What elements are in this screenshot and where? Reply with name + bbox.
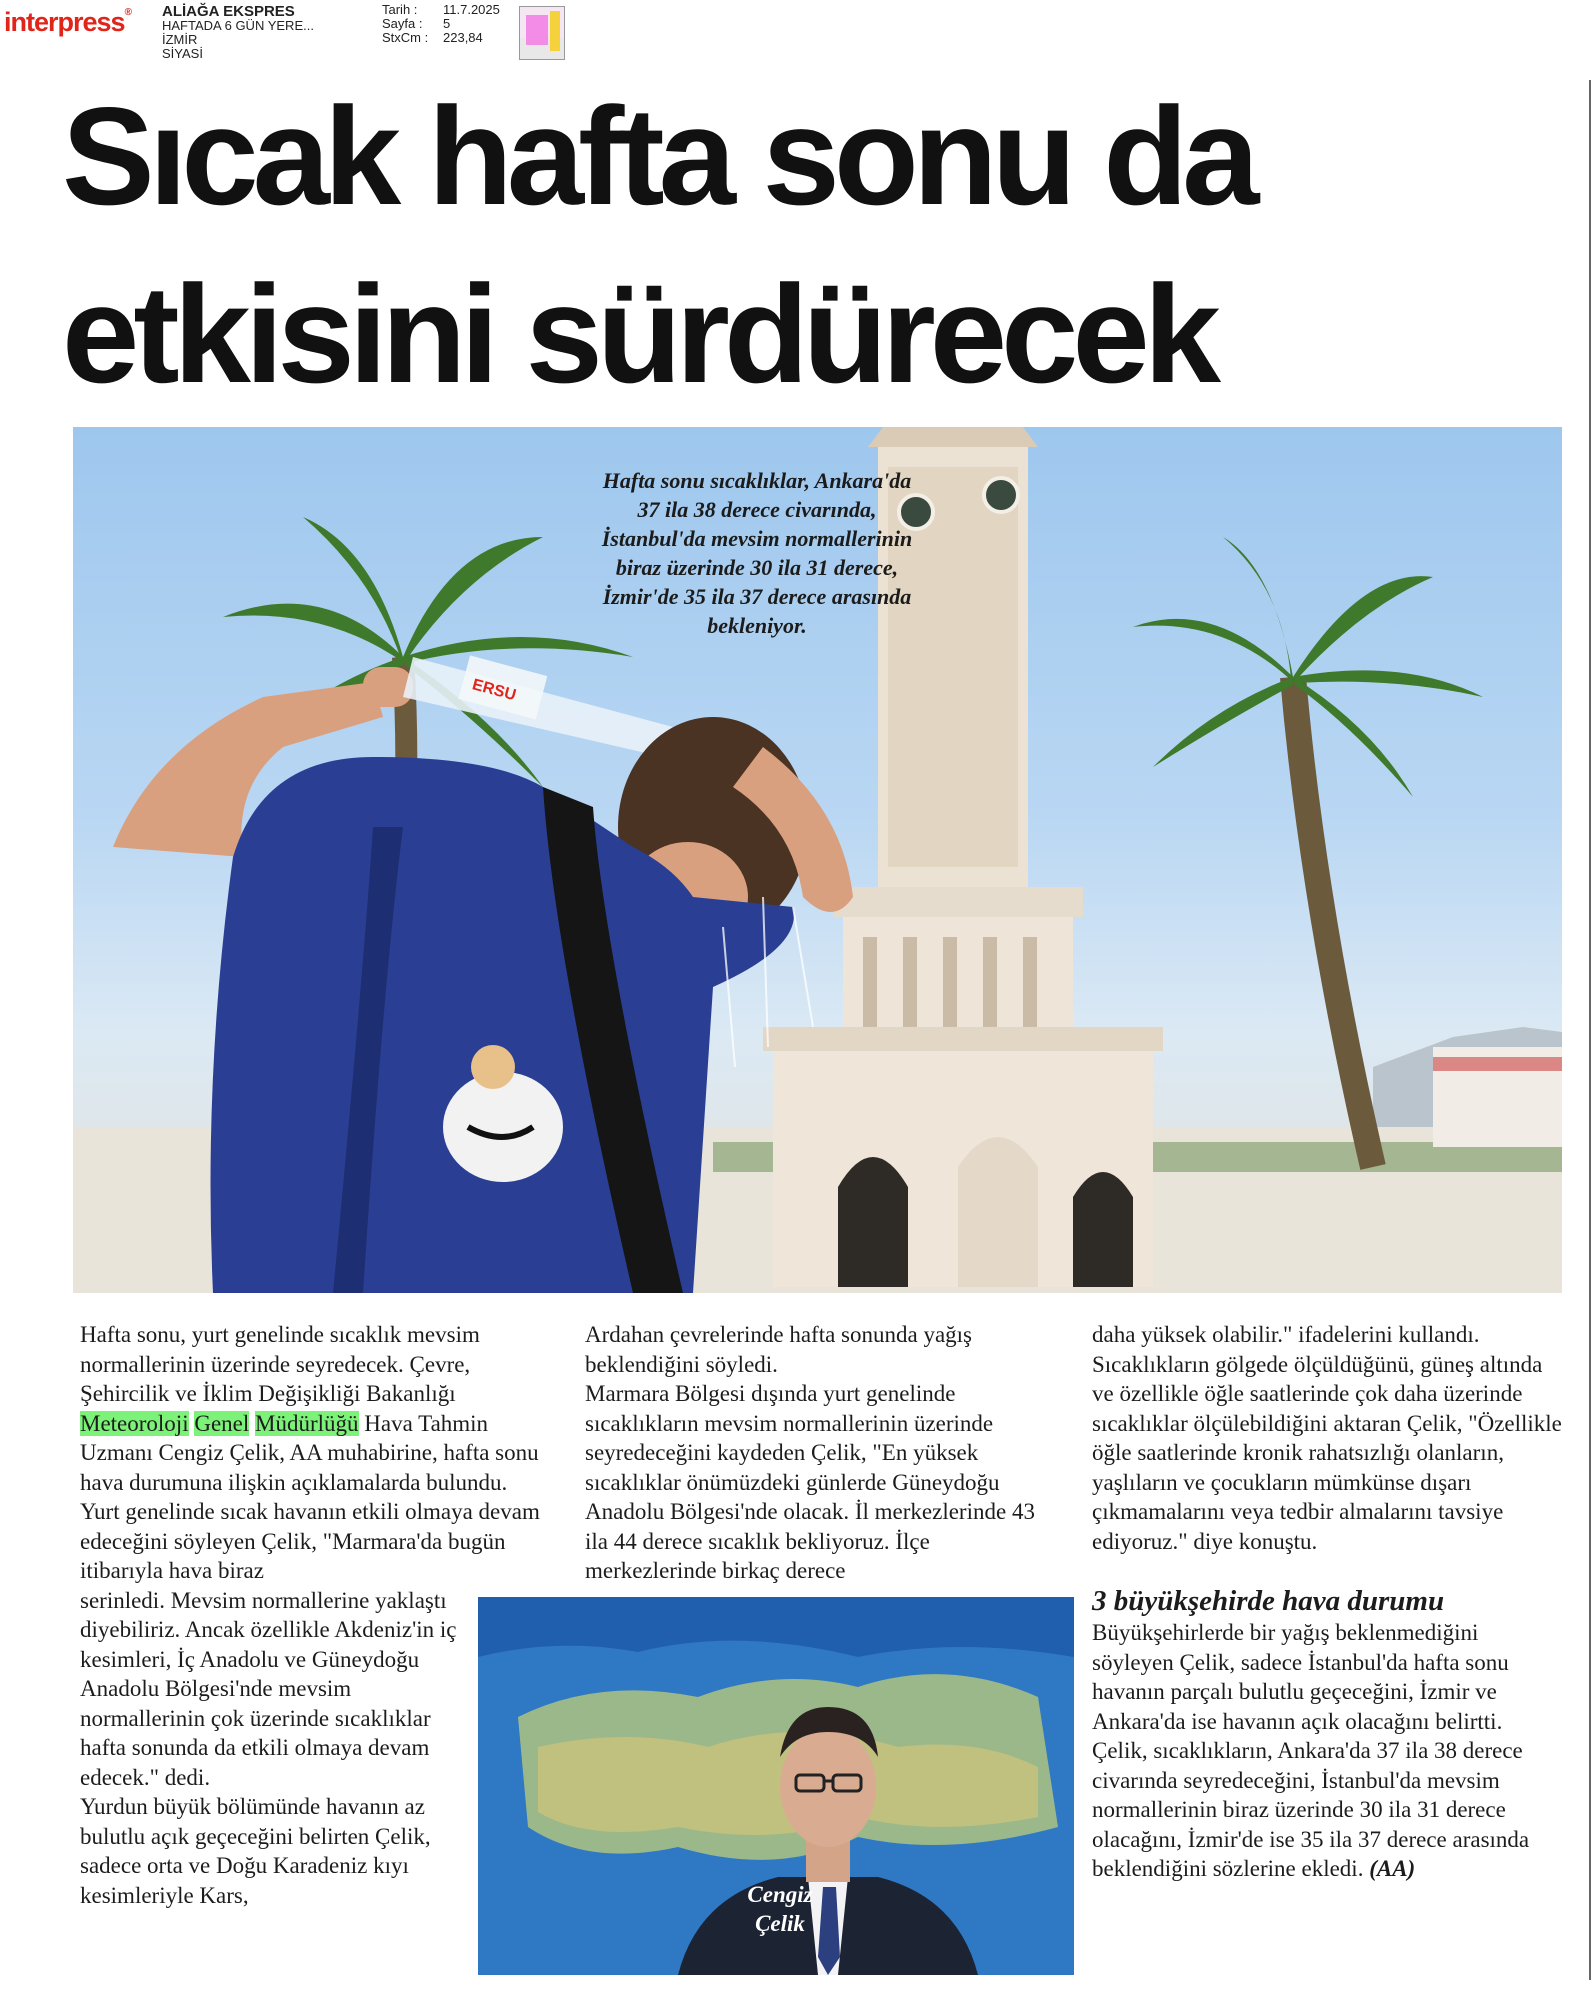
col1-p1-text-cont: Hava Tahmin Uzmanı Cengiz Çelik, AA muhabirine, hafta sonu hava durumuna ilişkin açıklamalarda bulundu. xyxy=(80,1410,539,1495)
clipping-border xyxy=(1589,80,1591,1980)
publication-name: ALİAĞA EKSPRES xyxy=(162,3,295,20)
publication-category: SİYASİ xyxy=(162,46,203,61)
stxcm-label: StxCm : xyxy=(382,30,429,45)
page-label: Sayfa : xyxy=(382,16,423,31)
portrait-caption xyxy=(710,1880,850,1938)
article-source: (AA) xyxy=(1369,1856,1416,1881)
photo-caption: Hafta sonu sıcaklıklar, Ankara'da 37 ila 38 derece civarında, İstanbul'da mevsim normallerinin biraz üzerinde 30 ila 31 derece, İzmir'de 35 ila 37 derece arasında bekleniyor. xyxy=(601,468,913,638)
date-value: 11.7.2025 xyxy=(443,2,500,17)
article-column-2 xyxy=(585,1320,1055,1586)
col3-paragraph-4 xyxy=(1092,1736,1562,1884)
highlight-meteoroloji: Meteoroloji xyxy=(80,1410,189,1436)
portrait-caption-line-2: Çelik xyxy=(755,1911,805,1936)
col1-p1-text: Hafta sonu, yurt genelinde sıcaklık mevsim normallerinin üzerinde seyredecek. Çevre, Şehircilik ve İklim Değişikliği Bakanlığı xyxy=(80,1322,480,1406)
col2-paragraph-1: Ardahan çevrelerinde hafta sonunda yağış beklendiğini söyledi. xyxy=(585,1322,973,1377)
meta-values xyxy=(443,3,523,45)
publication-info xyxy=(162,5,362,61)
page-value: 5 xyxy=(443,16,451,31)
headline xyxy=(62,68,1582,424)
thumbnail-highlight xyxy=(526,15,548,45)
stxcm-value: 223,84 xyxy=(443,30,483,45)
highlight-mudurlugu: Müdürlüğü xyxy=(255,1410,359,1436)
meta-labels xyxy=(382,3,442,45)
col1-paragraph-1 xyxy=(80,1320,550,1497)
col3-paragraph-3: Büyükşehirlerde bir yağış beklenmediğini söyleyen Çelik, sadece İstanbul'da hafta sonu havanın parçalı bulutlu geçeceğini, İzmir ve Ankara'da ise havanın açık olacağını belirtti. xyxy=(1092,1620,1509,1734)
col3-paragraph-1: daha yüksek olabilir." ifadelerini kullandı. xyxy=(1092,1322,1480,1347)
col1-paragraph-3: Yurdun büyük bölümünde havanın az bulutlu açık geçeceğini belirten Çelik, sadece orta ve Doğu Karadeniz kıyı kesimleriyle Kars, xyxy=(80,1794,431,1908)
page-thumbnail[interactable] xyxy=(519,6,565,60)
col1-p2-text-cont: serinledi. Mevsim normallerine yaklaştı diyebiliriz. Ancak özellikle Akdeniz'in iç kesimleri, İç Anadolu ve Güneydoğu Anadolu Bölgesi'nde mevsim normallerinin çok üzerinde sıcaklıklar hafta sonunda da etkili olmaya devam edecek." dedi. xyxy=(80,1587,457,1790)
portrait-caption-line-1: Cengiz xyxy=(747,1882,813,1907)
article-column-3 xyxy=(1092,1320,1562,1884)
col2-paragraph-2: Marmara Bölgesi dışında yurt genelinde sıcaklıkların mevsim normallerinin üzerinde seyredeceğini kaydeden Çelik, "En yüksek sıcaklıklar önümüzdeki günlerde Güneydoğu Anadolu Bölgesi'nde olacak. İl merkezlerinde 43 ila 44 derece sıcaklık bekliyoruz. İlçe merkezlerinde birkaç derece xyxy=(585,1381,1035,1583)
col3-p4-text: Çelik, sıcaklıkların, Ankara'da 37 ila 38 derece civarında seyredeceğini, İstanbul'da mevsim normallerinin biraz üzerinde 30 ila 31 derece olacağını, İzmir'de ise 35 ila 37 derece arasında beklendiğini sözlerine ekledi. xyxy=(1092,1738,1530,1881)
col1-p2-text: Yurt genelinde sıcak havanın etkili olmaya devam edeceğini söyleyen Çelik, "Marmara'da bugün itibarıyla hava biraz xyxy=(80,1499,540,1583)
thumbnail-highlight-secondary xyxy=(550,11,560,51)
col3-paragraph-2: Sıcaklıkların gölgede ölçüldüğünü, güneş altında ve özellikle öğle saatlerinde çok daha üzerinde sıcaklıklar ölçülebildiğini aktaran Çelik, "Özellikle öğle saatlerinde kronik rahatsızlığı olanların, yaşlıların ve çocukların mümkünse dışarı çıkmamalarını veya tedbir almalarını tavsiye ediyoruz." diye konuştu. xyxy=(1092,1351,1562,1554)
article-subhead: 3 büyükşehirde hava durumu xyxy=(1092,1585,1445,1617)
date-label: Tarih : xyxy=(382,2,418,17)
headline-line-1: Sıcak hafta sonu da xyxy=(62,79,1254,234)
headline-line-2: etkisini sürdürecek xyxy=(62,257,1216,412)
publication-frequency: HAFTADA 6 GÜN YERE... xyxy=(162,18,314,33)
interpress-logo xyxy=(4,7,131,38)
logo-text: interpress xyxy=(4,7,125,37)
publication-city: İZMİR xyxy=(162,32,198,47)
registered-mark: ® xyxy=(124,7,131,18)
bottle-label: ERSU xyxy=(470,676,518,705)
highlight-genel: Genel xyxy=(194,1410,250,1436)
